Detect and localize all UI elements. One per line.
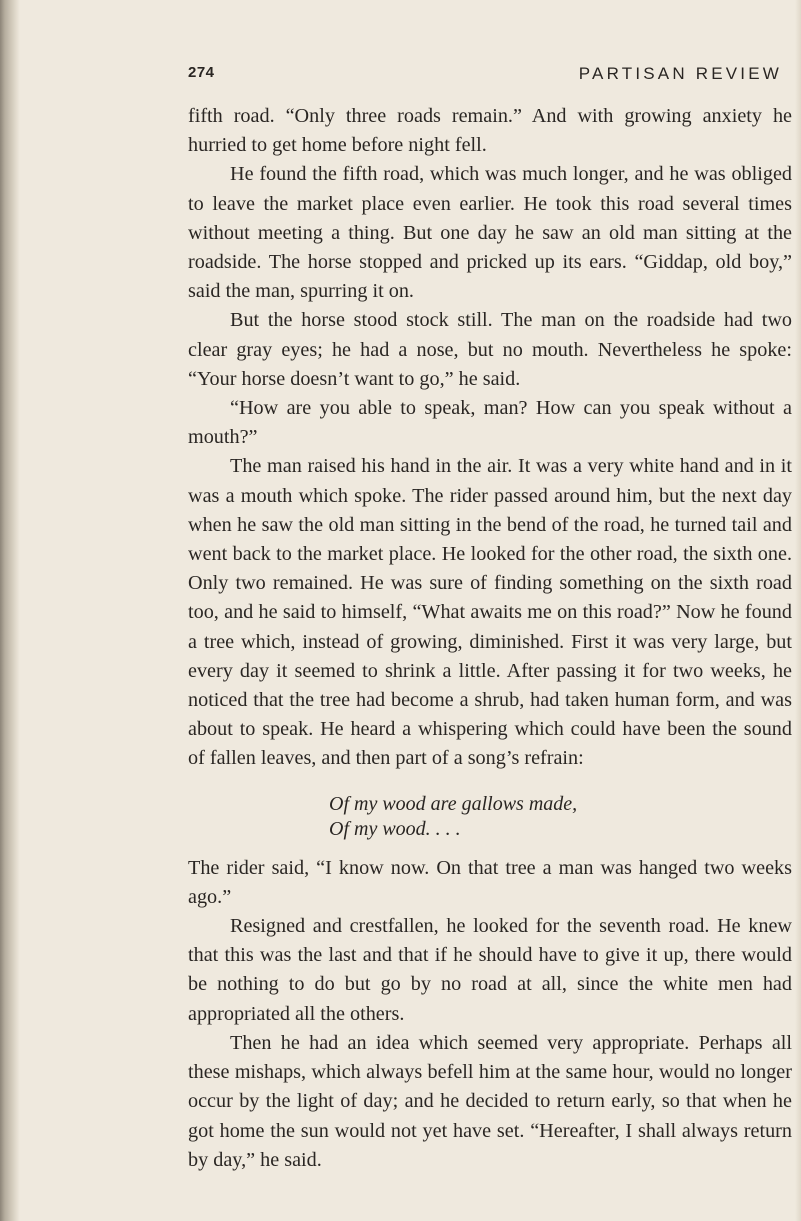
page-number: 274 bbox=[188, 64, 215, 81]
paragraph: But the horse stood stock still. The man on the roadside had two clear gray eyes; he had a nose, but no mouth. Nevertheless he spoke: “Your horse doesn’t want to go,” he said. bbox=[188, 309, 792, 390]
song-verse bbox=[329, 792, 792, 842]
verse-line: Of my wood are gallows made, bbox=[329, 792, 578, 815]
verse-line: Of my wood. . . . bbox=[329, 817, 461, 840]
journal-title: PARTISAN REVIEW bbox=[578, 64, 782, 83]
body-text bbox=[188, 102, 792, 1175]
paragraph: Resigned and crestfallen, he looked for the seventh road. He knew that this was the last and that if he should have to give it up, there would be nothing to do but go by no road at all, since the white men had appropriated all the others. bbox=[188, 915, 792, 1025]
paragraph: The man raised his hand in the air. It was a very white hand and in it was a mouth which spoke. The rider passed around him, but the next day when he saw the old man sitting in the bend of the road, he turned tail and went back to the market place. He looked for the other road, the sixth one. Only two remained. He was sure of finding something on the sixth road too, and he said to himself, “What awaits me on this road?” Now he found a tree which, instead of growing, diminished. First it was very large, but every day it seemed to shrink a little. After passing it for two weeks, he noticed that the tree had become a shrub, had taken human form, and was about to speak. He heard a whispering which could have been the sound of fallen leaves, and then part of a song’s refrain: bbox=[188, 455, 792, 770]
page-edge-shadow bbox=[795, 0, 801, 1221]
page-binding-shadow bbox=[0, 0, 20, 1221]
paragraph-continued: fifth road. “Only three roads remain.” And with growing anxiety he hurried to get home before night fell. bbox=[188, 105, 792, 157]
running-head bbox=[188, 60, 794, 86]
paragraph: The rider said, “I know now. On that tree a man was hanged two weeks ago.” bbox=[188, 856, 792, 908]
paragraph: “How are you able to speak, man? How can you speak without a mouth?” bbox=[188, 397, 792, 449]
paragraph: He found the fifth road, which was much longer, and he was obliged to leave the market place even earlier. He took this road several times without meeting a thing. But one day he saw an old man sitting at the roadside. The horse stopped and pricked up its ears. “Giddap, old boy,” said the man, spurring it on. bbox=[188, 163, 792, 303]
book-page bbox=[188, 60, 794, 1175]
paragraph: Then he had an idea which seemed very appropriate. Perhaps all these mishaps, which always befell him at the same hour, would no longer occur by the light of day; and he decided to return early, so that when he got home the sun would not yet have set. “Hereafter, I shall always return by day,” he said. bbox=[188, 1031, 792, 1171]
